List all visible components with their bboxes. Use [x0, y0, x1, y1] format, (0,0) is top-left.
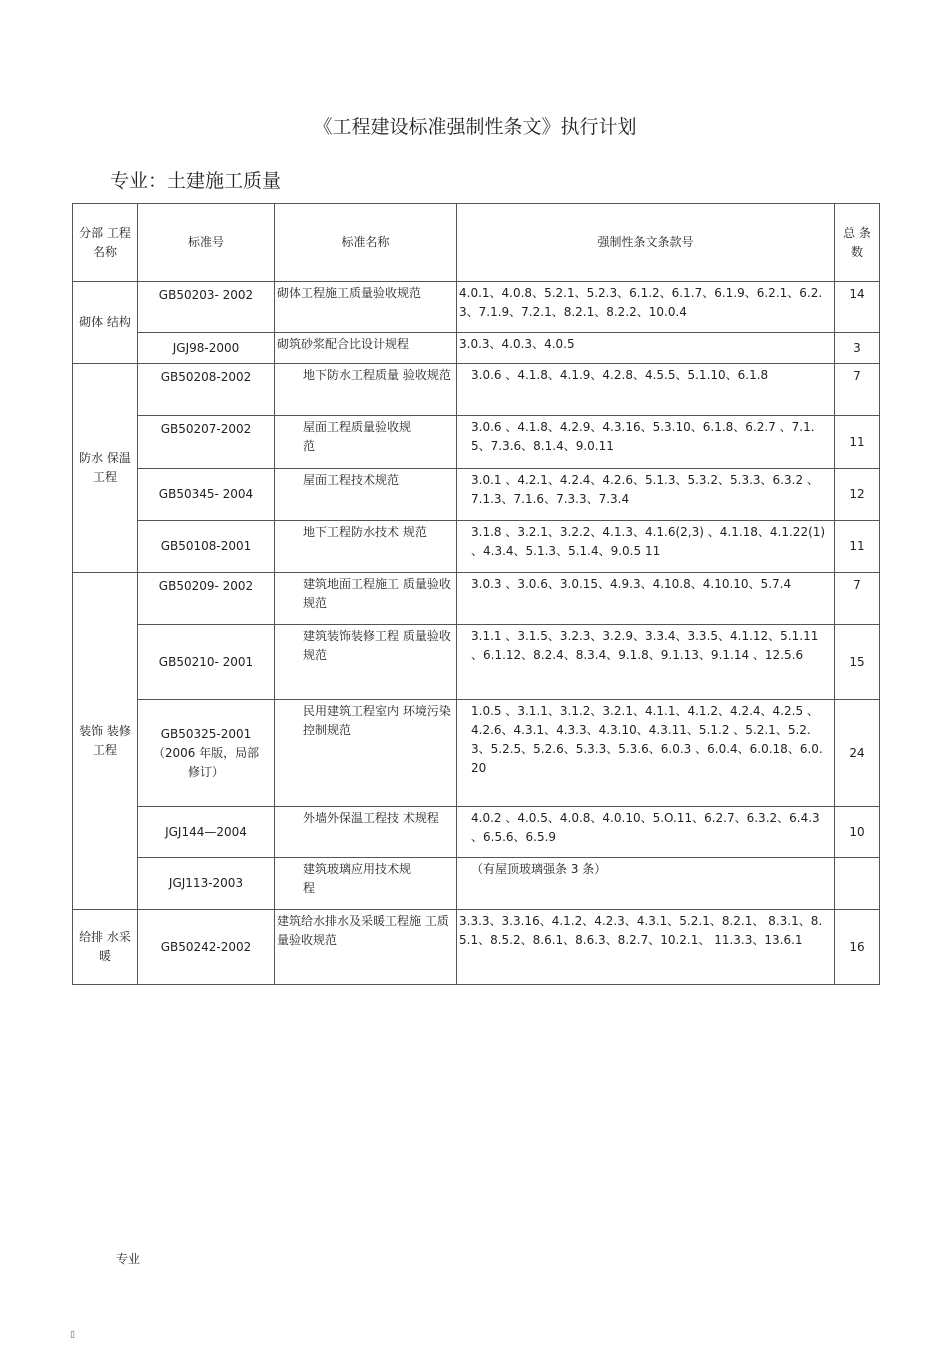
category-cell: 给排 水采暖: [73, 910, 138, 985]
clause-count: 12: [835, 469, 880, 521]
category-cell: 砌体 结构: [73, 282, 138, 364]
clause-list: 3.0.6 、4.1.8、4.1.9、4.2.8、4.5.5、5.1.10、6.1.8: [457, 364, 835, 416]
standard-number: GB50242-2002: [138, 910, 275, 985]
standard-number: GB50210- 2001: [138, 625, 275, 700]
clause-list: 4.0.1、4.0.8、5.2.1、5.2.3、6.1.2、6.1.7、6.1.9、6.2.1、6.2.3、7.1.9、7.2.1、8.2.1、8.2.2、10.0.4: [457, 282, 835, 333]
standard-name: 屋面工程技术规范: [275, 469, 457, 521]
standard-name: 建筑装饰装修工程 质量验收规范: [275, 625, 457, 700]
category-cell: 装饰 装修工程: [73, 573, 138, 910]
clause-list: 3.1.8 、3.2.1、3.2.2、4.1.3、4.1.6(2,3) 、4.1.18、4.1.22(1) 、4.3.4、5.1.3、5.1.4、9.0.5 11: [457, 521, 835, 573]
table-header-row: [73, 204, 880, 282]
table-row: [73, 858, 880, 910]
table-row: [73, 469, 880, 521]
standard-name: 地下工程防水技术 规范: [275, 521, 457, 573]
clause-list: 1.0.5 、3.1.1、3.1.2、3.2.1、4.1.1、4.1.2、4.2.4、4.2.5 、4.2.6、4.3.1、4.3.3、4.3.10、4.3.11、5.1.2 、5.2.1、5.2.3、5.2.5、5.2.6、5.3.3、5.3.6、6.0.3 、6.0.4、6.0.18、6.0.20: [457, 700, 835, 807]
clause-list: （有屋顶玻璃强条 3 条）: [457, 858, 835, 910]
table-row: [73, 282, 880, 333]
clause-list: 3.0.3、4.0.3、4.0.5: [457, 333, 835, 364]
standard-number: JGJ98-2000: [138, 333, 275, 364]
table-row: [73, 333, 880, 364]
clause-count: 24: [835, 700, 880, 807]
standard-number: GB50345- 2004: [138, 469, 275, 521]
clause-count: 14: [835, 282, 880, 333]
standard-number: GB50108-2001: [138, 521, 275, 573]
table-row: [73, 521, 880, 573]
standard-number: GB50325-2001 （2006 年版，局部修订）: [138, 700, 275, 807]
clause-count: 3: [835, 333, 880, 364]
clause-count: 16: [835, 910, 880, 985]
table-row: [73, 625, 880, 700]
standard-name: 砌体工程施工质量验收规范: [275, 282, 457, 333]
clause-count: 7: [835, 573, 880, 625]
clause-count: 7: [835, 364, 880, 416]
standard-name: 民用建筑工程室内 环境污染控制规范: [275, 700, 457, 807]
standard-number: GB50207-2002: [138, 416, 275, 469]
category-cell: 防水 保温工程: [73, 364, 138, 573]
table-row: [73, 700, 880, 807]
page-mark: ▯: [70, 1330, 75, 1340]
clause-list: 3.1.1 、3.1.5、3.2.3、3.2.9、3.3.4、3.3.5、4.1.12、5.1.11 、6.1.12、8.2.4、8.3.4、9.1.8、9.1.13、9.1.14 、12.5.6: [457, 625, 835, 700]
header-standard-name: 标准名称: [275, 204, 457, 282]
discipline-subtitle: 专业：土建施工质量: [110, 170, 282, 192]
standard-name: 屋面工程质量验收规范: [275, 416, 457, 469]
standard-number: GB50208-2002: [138, 364, 275, 416]
standard-number: JGJ144—2004: [138, 807, 275, 858]
clause-count: 11: [835, 416, 880, 469]
standard-name: 砌筑砂浆配合比设计规程: [275, 333, 457, 364]
standard-name: 建筑玻璃应用技术规程: [275, 858, 457, 910]
header-total: 总 条数: [835, 204, 880, 282]
standard-number: JGJ113-2003: [138, 858, 275, 910]
clause-list: 3.0.1 、4.2.1、4.2.4、4.2.6、5.1.3、5.3.2、5.3.3、6.3.2 、7.1.3、7.1.6、7.3.3、7.3.4: [457, 469, 835, 521]
standard-number: GB50203- 2002: [138, 282, 275, 333]
footer-label: 专业: [116, 1252, 141, 1266]
table-row: [73, 807, 880, 858]
standard-name: 建筑地面工程施工 质量验收规范: [275, 573, 457, 625]
standard-number: GB50209- 2002: [138, 573, 275, 625]
clause-count: 10: [835, 807, 880, 858]
clause-list: 3.3.3、3.3.16、4.1.2、4.2.3、4.3.1、5.2.1、8.2.1、 8.3.1、8.5.1、8.5.2、8.6.1、8.6.3、8.2.7、10.2.1、 11.3.3、13.6.1: [457, 910, 835, 985]
standard-name: 地下防水工程质量 验收规范: [275, 364, 457, 416]
document-title: 《工程建设标准强制性条文》执行计划: [313, 116, 637, 138]
clause-list: 3.0.3 、3.0.6、3.0.15、4.9.3、4.10.8、4.10.10、5.7.4: [457, 573, 835, 625]
table-row: [73, 573, 880, 625]
clause-count: [835, 858, 880, 910]
standard-name: 外墙外保温工程技 术规程: [275, 807, 457, 858]
clause-count: 15: [835, 625, 880, 700]
standard-name: 建筑给水排水及采暖工程施 工质量验收规范: [275, 910, 457, 985]
clause-list: 3.0.6 、4.1.8、4.2.9、4.3.16、5.3.10、6.1.8、6.2.7 、7.1.5、7.3.6、8.1.4、9.0.11: [457, 416, 835, 469]
clause-list: 4.0.2 、4.0.5、4.0.8、4.0.10、5.O.11、6.2.7、6.3.2、6.4.3 、6.5.6、6.5.9: [457, 807, 835, 858]
header-standard-number: 标准号: [138, 204, 275, 282]
table-row: [73, 364, 880, 416]
clause-count: 11: [835, 521, 880, 573]
table-row: [73, 416, 880, 469]
header-clauses: 强制性条文条款号: [457, 204, 835, 282]
mandatory-clauses-table: [72, 203, 880, 985]
header-category: 分部 工程名称: [73, 204, 138, 282]
table-row: [73, 910, 880, 985]
